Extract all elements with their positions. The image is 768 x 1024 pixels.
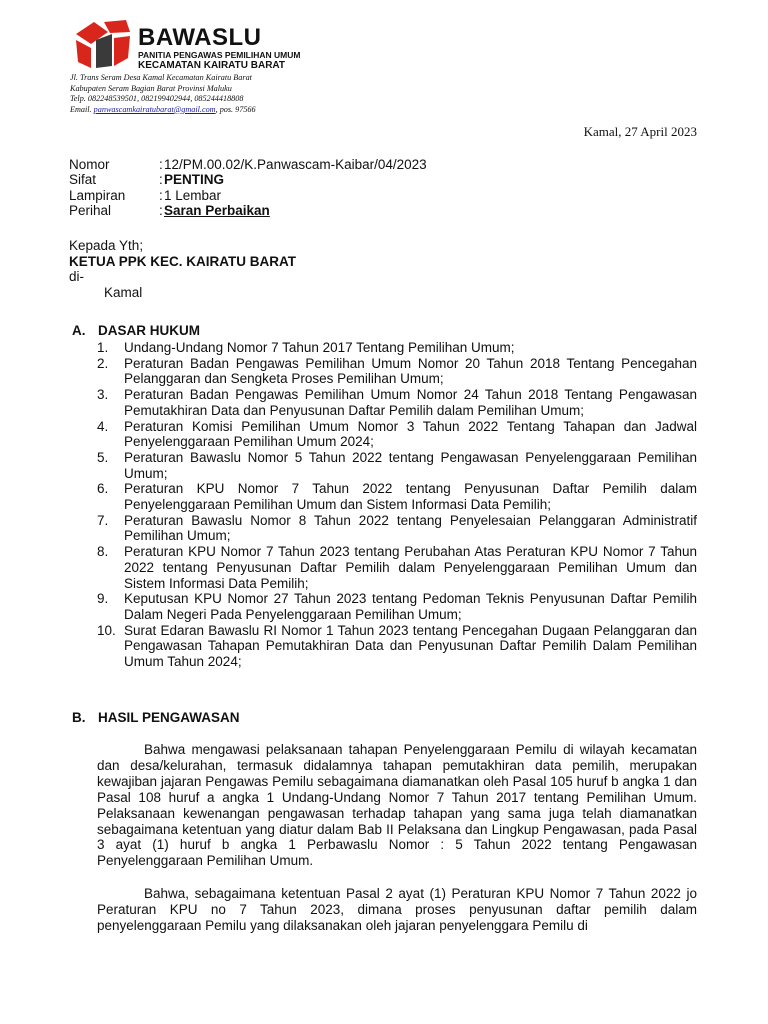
meta-row-perihal	[69, 203, 427, 218]
list-number: 4.	[97, 418, 109, 434]
list-item	[97, 481, 697, 512]
meta-colon: :	[159, 157, 163, 172]
list-number: 5.	[97, 449, 109, 465]
list-text: Peraturan Badan Pengawas Pemilihan Umum Nomor 20 Tahun 2018 Tentang Pencegahan Pelanggaran dan Sengketa Proses Pemilihan Umum;	[124, 355, 697, 387]
list-item	[97, 340, 697, 356]
list-item	[97, 544, 697, 591]
list-item	[97, 387, 697, 418]
meta-label: Perihal	[69, 202, 112, 218]
meta-colon: :	[159, 172, 163, 188]
org-subtitle: PANITIA PENGAWAS PEMILIHAN UMUM	[138, 50, 301, 60]
letterhead-address	[70, 73, 256, 115]
legal-basis-list	[97, 340, 697, 670]
meta-label: Nomor	[69, 157, 110, 172]
meta-label: Sifat	[69, 172, 97, 188]
bawaslu-logo	[74, 18, 132, 70]
list-text: Keputusan KPU Nomor 27 Tahun 2023 tentang Pedoman Teknis Penyusunan Daftar Pemilih Dalam Negeri Pada Penyelenggaraan Pemilihan Umum;	[124, 591, 697, 622]
list-number: 7.	[97, 512, 109, 528]
list-number: 9.	[97, 591, 109, 607]
list-number: 3.	[97, 387, 109, 403]
recipient-di: di-	[69, 269, 85, 284]
letter-meta	[69, 157, 427, 218]
meta-row-sifat	[69, 172, 427, 187]
letterhead-brand	[138, 26, 300, 71]
list-number: 6.	[97, 481, 109, 497]
list-number: 8.	[97, 544, 109, 560]
org-name: BAWASLU	[138, 24, 262, 51]
list-text: Peraturan Komisi Pemilihan Umum Nomor 3 Tahun 2022 Tentang Tahapan dan Jadwal Penyelenggaraan Pemilihan Umum 2024;	[124, 418, 697, 450]
recipient-name: KETUA PPK KEC. KAIRATU BARAT	[69, 253, 296, 269]
meta-value: 1 Lembar	[164, 187, 222, 203]
list-number: 2.	[97, 355, 109, 371]
list-item	[97, 591, 697, 622]
section-title: DASAR HUKUM	[98, 323, 200, 338]
section-letter: A.	[72, 323, 86, 338]
meta-row-nomor	[69, 157, 427, 172]
list-text: Peraturan KPU Nomor 7 Tahun 2022 tentang Penyusunan Daftar Pemilih dalam Penyelenggaraan Pemilihan Umum dan Sistem Informasi Data Pemilih;	[124, 481, 697, 513]
list-item	[97, 450, 697, 481]
email-prefix: Email.	[70, 104, 94, 114]
recipient-greeting: Kepada Yth;	[69, 238, 144, 253]
meta-value: 12/PM.00.02/K.Panwascam-Kaibar/04/2023	[164, 157, 427, 172]
list-text: Surat Edaran Bawaslu RI Nomor 1 Tahun 2023 tentang Pencegahan Dugaan Pelanggaran dan Pengawasan Tahapan Pemutakhiran Data dan Penyusunan Daftar Pemilih Dalam Pemilihan Umum Tahun 2024;	[124, 622, 697, 670]
address-line: Jl. Trans Seram Desa Kamal Kecamatan Kairatu Barat	[70, 73, 252, 82]
recipient-block	[69, 238, 296, 300]
section-letter: B.	[72, 710, 86, 725]
section-b-heading	[72, 710, 240, 725]
meta-value: PENTING	[164, 172, 225, 188]
org-district: KECAMATAN KAIRATU BARAT	[138, 60, 286, 71]
letter-date: Kamal, 27 April 2023	[583, 124, 697, 139]
body-paragraph: Bahwa, sebagaimana ketentuan Pasal 2 ayat (1) Peraturan KPU Nomor 7 Tahun 2022 jo Peraturan KPU no 7 Tahun 2023, dimana proses penyusunan daftar pemilih dalam penyelenggaraan Pemilu yang dilaksanakan oleh jajaran penyelenggara Pemilu di	[97, 886, 697, 933]
list-number: 10.	[97, 622, 116, 638]
recipient-place: Kamal	[104, 284, 143, 300]
meta-label: Lampiran	[69, 187, 126, 203]
address-line: Kabupaten Seram Bagian Barat Provinsi Maluku	[70, 83, 232, 93]
meta-colon: :	[159, 187, 163, 203]
section-a-heading	[72, 323, 200, 338]
list-item	[97, 356, 697, 387]
list-number: 1.	[97, 340, 109, 355]
list-text: Peraturan KPU Nomor 7 Tahun 2023 tentang Perubahan Atas Peraturan KPU Nomor 7 Tahun 2022 tentang Penyusunan Daftar Pemilih dalam Penyelenggaraan Pemilihan Umum dan Sistem Informasi Data Pemilih;	[124, 544, 697, 591]
phone-line: Telp. 082248539501, 082199402944, 085244418808	[70, 94, 244, 103]
email-link[interactable]: panwascamkairatubarat@gmail.com	[93, 104, 216, 114]
email-suffix: , pos. 97566	[215, 104, 256, 114]
list-text: Peraturan Bawaslu Nomor 5 Tahun 2022 tentang Pengawasan Penyelenggaraan Pemilihan Umum;	[124, 449, 697, 481]
meta-colon: :	[159, 202, 163, 218]
body-paragraph: Bahwa mengawasi pelaksanaan tahapan Penyelenggaraan Pemilu di wilayah kecamatan dan desa/kelurahan, termasuk didalamnya tahapan pemutakhiran data pemilih, merupakan kewajiban jajaran Pengawas Pemilu sebagaimana diamanatkan oleh Pasal 105 huruf b angka 1 dan Pasal 108 huruf a angka 1 Undang-Undang Nomor 7 Tahun 2017 tentang Pemilihan Umum. Pelaksanaan kewenangan pengawasan terhadap tahapan yang sama juga telah diamanatkan sebagaimana ketentuan yang diatur dalam Bab II Pelaksana dan Lingkup Pengawasan, pada Pasal 3 ayat (1) huruf b angka 1 Perbawaslu Nomor : 5 Tahun 2022 tentang Pengawasan Penyelenggaraan Pemilihan Umum.	[97, 742, 697, 869]
meta-value: Saran Perbaikan	[164, 202, 270, 218]
email-line	[70, 105, 256, 116]
list-text: Undang-Undang Nomor 7 Tahun 2017 Tentang Pemilihan Umum;	[124, 340, 515, 355]
meta-row-lampiran	[69, 188, 427, 203]
section-title: HASIL PENGAWASAN	[98, 710, 240, 725]
list-item	[97, 513, 697, 544]
list-item	[97, 419, 697, 450]
list-text: Peraturan Badan Pengawas Pemilihan Umum Nomor 24 Tahun 2018 Tentang Pengawasan Pemutakhiran Data dan Penyusunan Daftar Pemilih dalam Pemilihan Umum;	[124, 387, 697, 418]
list-item	[97, 623, 697, 670]
list-text: Peraturan Bawaslu Nomor 8 Tahun 2022 tentang Penyelesaian Pelanggaran Administratif Pemilihan Umum;	[124, 512, 697, 544]
